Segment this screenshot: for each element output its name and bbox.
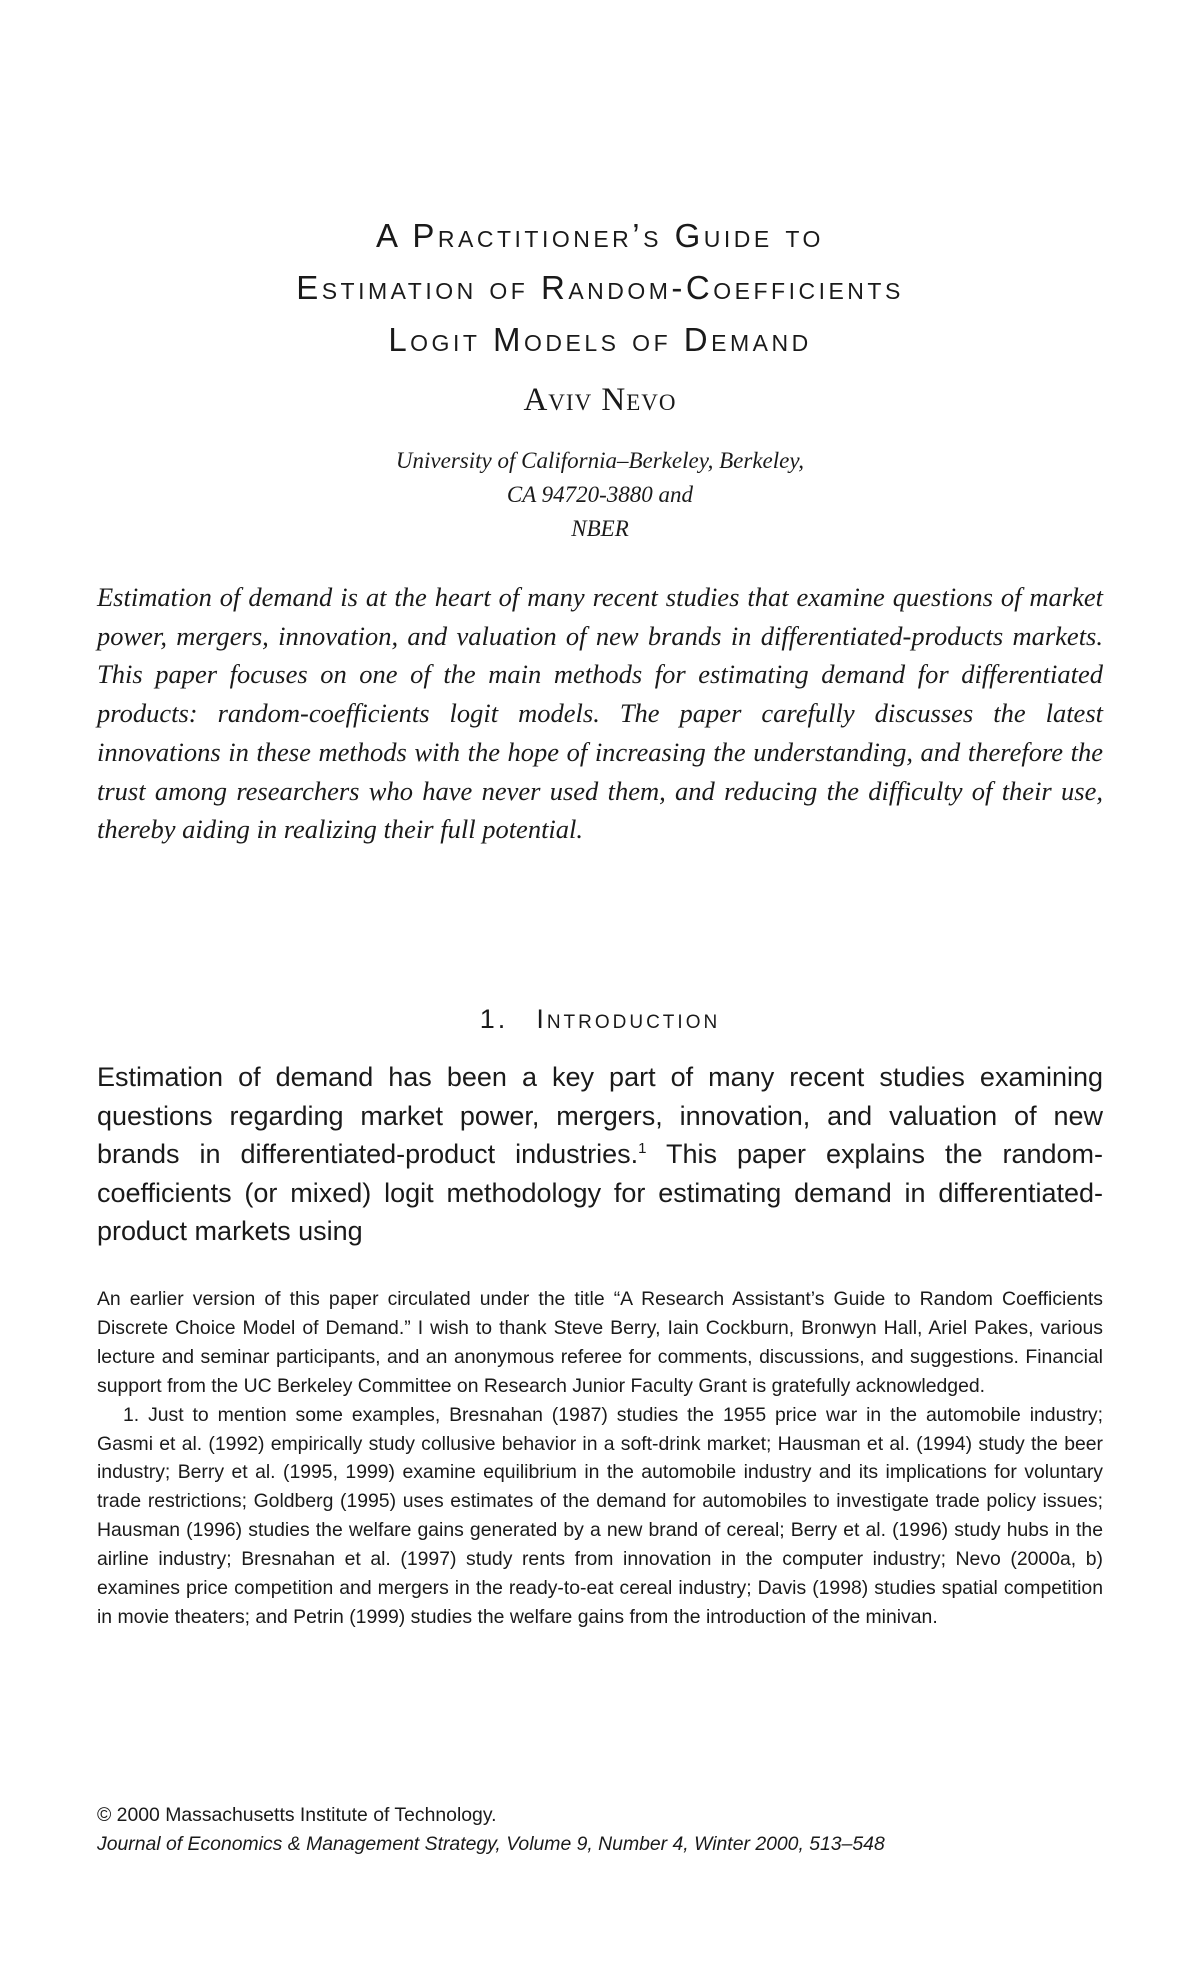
footnotes — [97, 1285, 1103, 1632]
affiliation-line-1: University of California–Berkeley, Berkeley, — [395, 448, 805, 473]
affiliation-line-2: CA 94720-3880 and — [506, 482, 694, 507]
footnote-marker-1: 1 — [638, 1140, 647, 1157]
abstract: Estimation of demand is at the heart of many recent studies that examine questions of market power, mergers, innovation, and valuation of new brands in differentiated-products markets. This paper focuses on one of the main methods for estimating demand for differentiated products: random-coefficients logit models. The paper carefully discusses the latest innovations in these methods with the hope of increasing the understanding, and therefore the trust among researchers who have never used them, and reducing the difficulty of their use, thereby aiding in realizing their full potential. — [97, 582, 1103, 845]
author-name: Aviv Nevo — [523, 382, 677, 418]
title-line-1: A Practitioner’s Guide to — [376, 217, 824, 254]
section-heading-introduction — [0, 1004, 1200, 1035]
publication-info — [97, 1801, 1103, 1859]
acknowledgment-note: An earlier version of this paper circulated under the title “A Research Assistant’s Guide to Random Coefficients Discrete Choice Model of Demand.” I wish to thank Steve Berry, Iain Cockburn, Bronwyn Hall, Ariel Pakes, various lecture and seminar participants, and an anonymous referee for comments, discussions, and suggestions. Financial support from the UC Berkeley Committee on Research Junior Faculty Grant is gratefully acknowledged. — [97, 1288, 1103, 1397]
journal-reference: Journal of Economics & Management Strategy, Volume 9, Number 4, Winter 2000, 513–548 — [97, 1832, 885, 1855]
footnote-1: 1. Just to mention some examples, Bresnahan (1987) studies the 1955 price war in the automobile industry; Gasmi et al. (1992) empirically study collusive behavior in a soft-drink market; Hausman et al. (1994) study the beer industry; Berry et al. (1995, 1999) examine equilibrium in the automobile industry and its implications for voluntary trade restrictions; Goldberg (1995) uses estimates of the demand for automobiles to investigate trade policy issues; Hausman (1996) studies the welfare gains generated by a new brand of cereal; Berry et al. (1996) study hubs in the airline industry; Bresnahan et al. (1997) study rents from innovation in the computer industry; Nevo (2000a, b) examines price competition and mergers in the ready-to-eat cereal industry; Davis (1998) studies spatial competition in movie theaters; and Petrin (1999) studies the welfare gains from the introduction of the minivan. — [97, 1403, 1103, 1628]
title-line-3: Logit Models of Demand — [388, 321, 812, 358]
introduction-paragraph — [97, 1058, 1103, 1251]
section-title: Introduction — [536, 1004, 721, 1034]
section-number: 1. — [479, 1004, 509, 1034]
intro-text-part-2: This paper explains the random-coefficients (or mixed) logit methodology for estimating demand in differentiated-product markets using — [97, 1139, 1103, 1246]
paper-title — [0, 210, 1200, 366]
title-line-2: Estimation of Random-Coefficients — [296, 269, 904, 306]
copyright-line: © 2000 Massachusetts Institute of Technology. — [97, 1804, 497, 1826]
author-affiliation — [0, 444, 1200, 546]
affiliation-line-3: NBER — [571, 516, 629, 541]
intro-text-part-1: Estimation of demand has been a key part of many recent studies examining questions regarding market power, mergers, innovation, and valuation of new brands in differentiated-product industries. — [97, 1062, 1103, 1169]
